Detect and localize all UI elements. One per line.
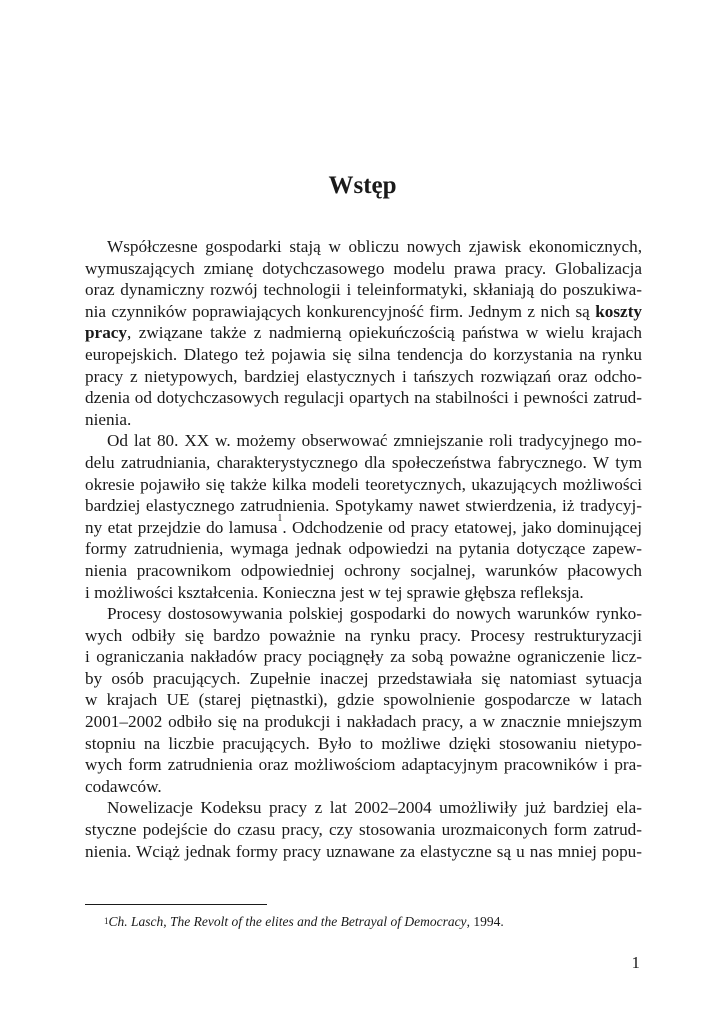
bold-term: pracy [85,323,128,343]
text-line: oraz dynamiczny rozwój technologii i teleinformatyki, skłaniają do poszukiwa- [85,280,642,300]
bold-term: koszty [595,301,643,321]
footnote-separator-text: , [163,914,171,929]
footnote-reference: 1 [277,512,283,524]
text-line: 2001–2002 odbiło się na produkcji i nakładach pracy, a w znacznie mniejszym [85,712,642,732]
text-line: Nowelizacje Kodeksu pracy z lat 2002–2004 umożliwiły już bardziej ela- [107,798,642,818]
text-line: nienia pracownikom odpowiedniej ochrony socjalnej, warunków płacowych [85,560,642,580]
text-line: europejskich. Dlatego też pojawia się silna tendencja do korzystania na rynku [85,344,642,364]
text-line: w krajach UE (starej piętnastki), gdzie spowolnienie gospodarcze w latach [85,690,642,710]
text-line: formy zatrudnienia, wymaga jednak odpowiedzi na pytania dotyczące zapew- [85,539,642,559]
page-number: 1 [631,953,640,972]
text-line: nienia. [85,409,132,429]
text-line: wych form zatrudnienia oraz możliwościom adaptacyjnym pracowników i pra- [85,755,642,775]
text-span: . Odchodzenie od pracy etatowej, jako dominującej [282,517,643,537]
text-line [85,322,642,344]
text-line: stopniu na liczbie pracujących. Było to możliwe dzięki stosowaniu nietypo- [85,733,642,753]
text-line: i ograniczania nakładów pracy pociągnęły za sobą poważne ograniczenie licz- [85,647,642,667]
text-line: wymuszających zmianę dotychczasowego modelu prawa pracy. Globalizacja [85,258,642,278]
text-line: wych odbiły się bardzo poważnie na rynku pracy. Procesy restrukturyzacji [85,625,642,645]
footnote-year: , 1994. [466,914,504,929]
text-line: dzenia od dotychczasowych regulacji opartych na stabilności i pewności zatrud- [85,388,642,408]
text-span: ny etat przejdzie do lamusa [85,517,278,537]
text-line: okresie pojawiło się także kilka modeli teoretycznych, ukazujących możliwości [85,474,642,494]
text-line: by osób pracujących. Zupełnie inaczej przedstawiała się natomiast sytuacja [85,668,642,688]
text-line [85,512,643,539]
text-line: Od lat 80. XX w. możemy obserwować zmniejszanie roli tradycyjnego mo- [107,431,642,451]
text-line: styczne podejście do czasu pracy, czy stosowania urozmaiconych form zatrud- [85,820,642,840]
text-line: Procesy dostosowywania polskiej gospodarki do nowych warunków rynko- [107,604,642,624]
chapter-title: Wstęp [328,172,397,199]
text-line [85,301,642,323]
footnote-work-title: The Revolt of the elites and the Betrayal of Democracy [170,914,467,929]
footnote-author: Ch. Lasch [108,914,164,929]
text-line: Współczesne gospodarki stają w obliczu nowych zjawisk ekonomicznych, [107,237,642,256]
footnote-marker: 1 [104,916,109,926]
footnote [104,913,504,931]
text-span: nia czynników poprawiających konkurencyjność firm. Jednym z nich są [85,301,590,321]
body-text [85,236,642,862]
text-span: , związane także z nadmierną opiekuńczością państwa w wielu krajach [127,323,642,343]
text-line: delu zatrudniania, charakterystycznego dla społeczeństwa fabrycznego. W tym [85,452,642,472]
text-line: i możliwości kształcenia. Konieczna jest w tej sprawie głębsza refleksja. [85,582,584,602]
footnote-separator [85,904,267,905]
text-line: nienia. Wciąż jednak formy pracy uznawane za elastyczne są u nas mniej popu- [85,841,642,861]
text-line: codawców. [85,776,162,796]
text-line: pracy z nietypowych, bardziej elastycznych i tańszych rozwiązań oraz odcho- [85,366,642,386]
text-line: bardziej elastycznego zatrudnienia. Spotykamy nawet stwierdzenia, iż tradycyj- [85,496,642,516]
